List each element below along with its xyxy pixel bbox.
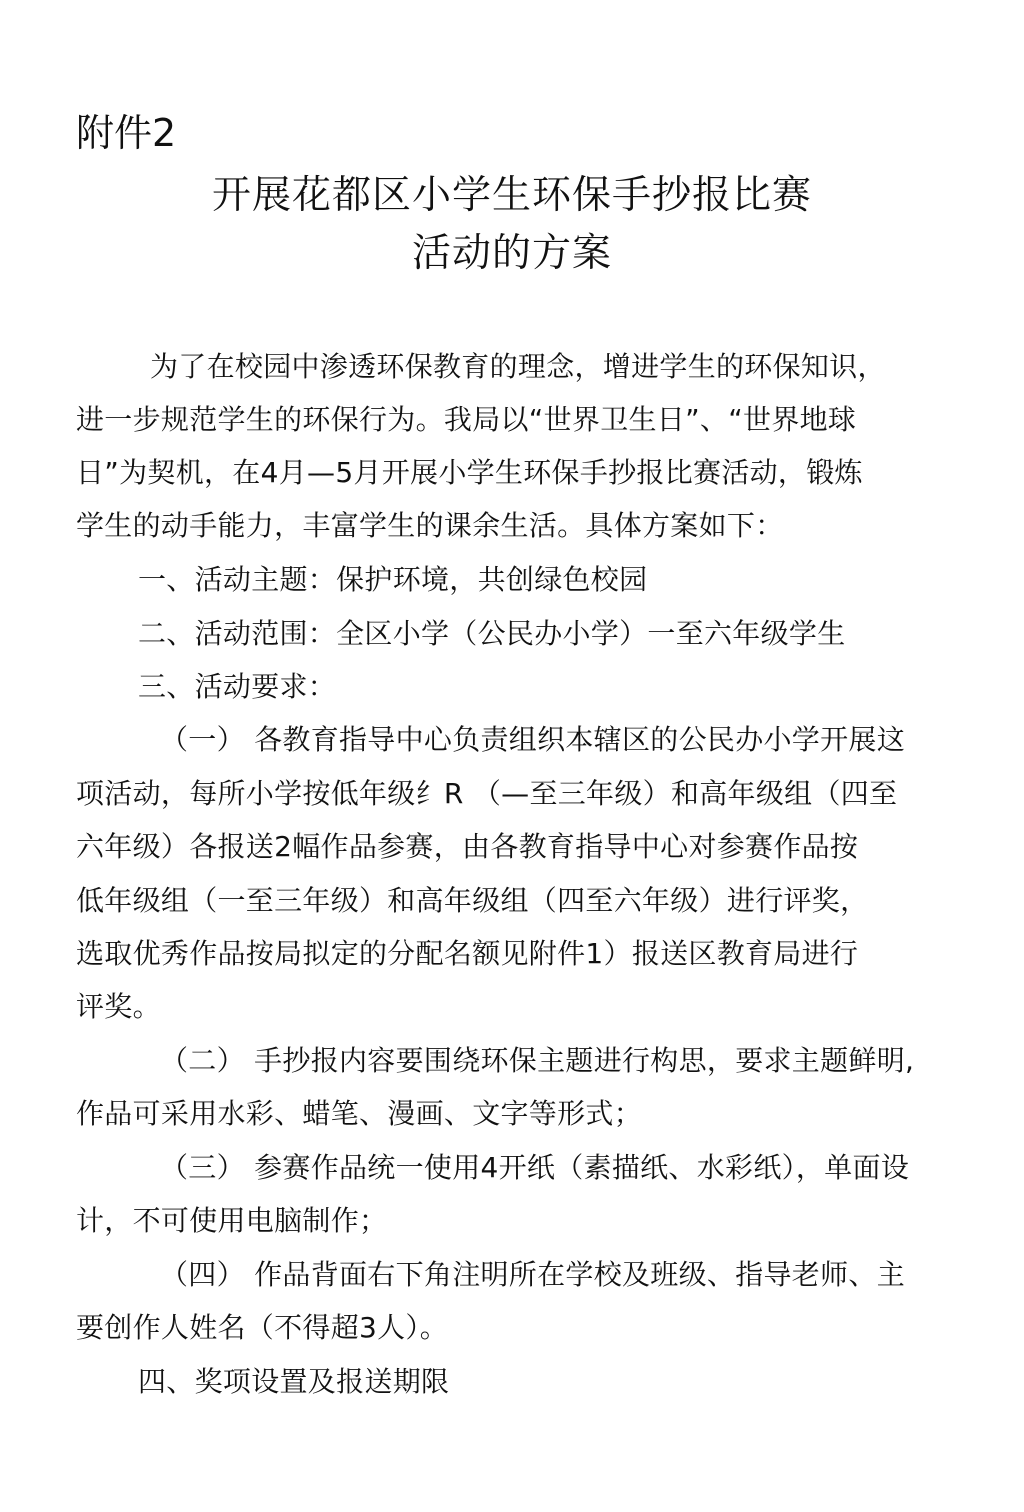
attachment-label: 附件2 bbox=[76, 111, 177, 155]
requirement-1-line: 六年级）各报送2幅作品参赛，由各教育指导中心对参赛作品按 bbox=[76, 830, 859, 863]
requirement-1-line: 低年级组（一至三年级）和高年级组（四至六年级）进行评奖， bbox=[76, 884, 869, 917]
intro-line: 学生的动手能力，丰富学生的课余生活。具体方案如下： bbox=[76, 509, 784, 542]
requirement-2-line: （二） 手抄报内容要围绕环保主题进行构思，要求主题鲜明, bbox=[160, 1044, 915, 1077]
requirement-1-line: （一） 各教育指导中心负责组织本辖区的公民办小学开展这 bbox=[160, 723, 906, 756]
section-heading-theme: 一、活动主题：保护环境，共创绿色校园 bbox=[138, 563, 648, 596]
section-heading-requirements: 三、活动要求： bbox=[138, 670, 337, 703]
requirement-1-line: 选取优秀作品按局拟定的分配名额见附件1）报送区教育局进行 bbox=[76, 937, 859, 970]
intro-line: 日”为契机，在4月—5月开展小学生环保手抄报比赛活动，锻炼 bbox=[76, 456, 863, 489]
document-title-line-1: 开展花都区小学生环保手抄报比赛 bbox=[211, 173, 812, 218]
requirement-2-line: 作品可采用水彩、蜡笔、漫画、文字等形式； bbox=[76, 1097, 643, 1130]
section-heading-awards: 四、奖项设置及报送期限 bbox=[138, 1365, 450, 1398]
requirement-4-line: 要创作人姓名（不得超3人）。 bbox=[76, 1311, 449, 1344]
requirement-3-line: 计，不可使用电脑制作； bbox=[76, 1204, 388, 1237]
intro-line: 为了在校园中渗透环保教育的理念，增进学生的环保知识， bbox=[150, 350, 886, 383]
section-heading-scope: 二、活动范围：全区小学（公民办小学）一至六年级学生 bbox=[138, 617, 846, 650]
requirement-1-line: 评奖。 bbox=[76, 990, 161, 1023]
intro-line: 进一步规范学生的环保行为。我局以“世界卫生日”、“世界地球 bbox=[76, 403, 857, 436]
requirement-1-line: 项活动，每所小学按低年级纟R （—至三年级）和高年级组（四至 bbox=[76, 777, 898, 810]
requirement-4-line: （四） 作品背面右下角注明所在学校及班级、指导老师、主 bbox=[160, 1258, 906, 1291]
document-title-line-2: 活动的方案 bbox=[411, 231, 612, 276]
requirement-3-line: （三） 参赛作品统一使用4开纸（素描纸、水彩纸），单面设 bbox=[160, 1151, 910, 1184]
